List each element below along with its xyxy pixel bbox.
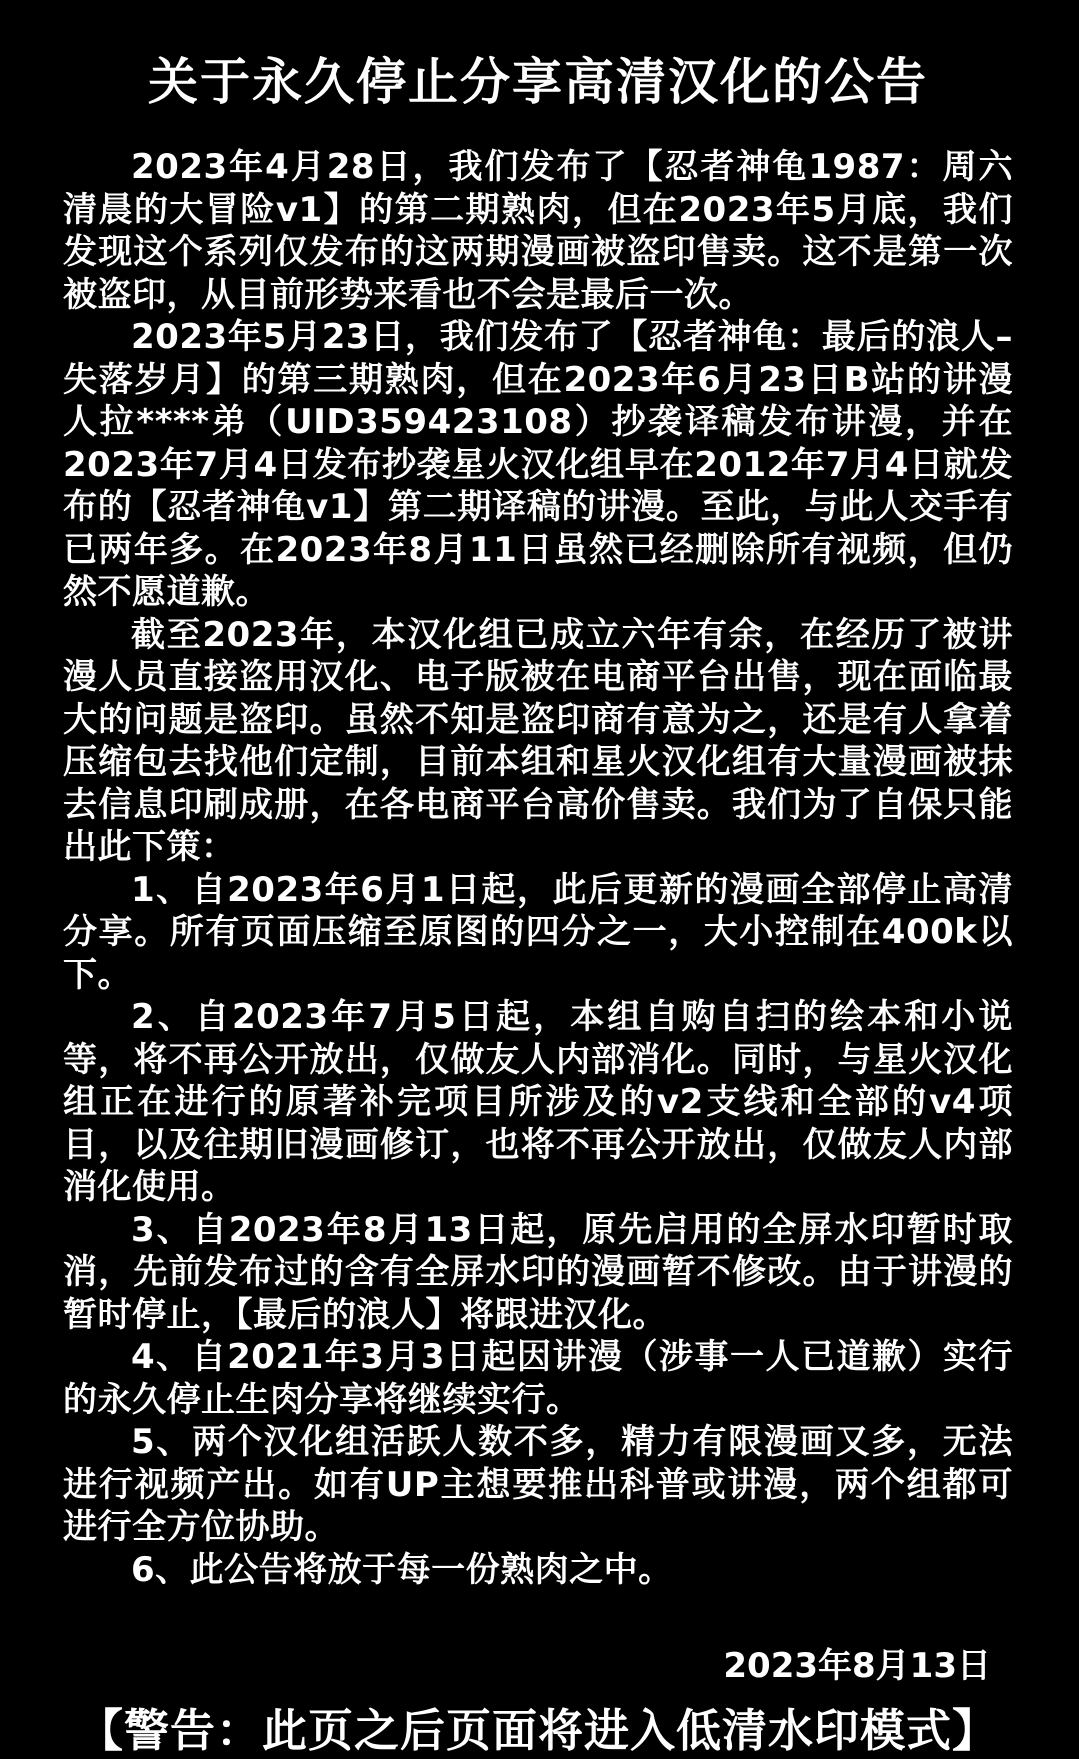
paragraph-item-5: 5、两个汉化组活跃人数不多，精力有限漫画又多，无法进行视频产出。如有UP主想要推出科普或讲漫，两个组都可进行全方位协助。 bbox=[63, 1422, 1013, 1547]
paragraph-intro-2: 2023年5月23日，我们发布了【忍者神龟：最后的浪人–失落岁月】的第三期熟肉，但在2023年6月23日B站的讲漫人拉****弟（UID359423108）抄袭译稿发布讲漫，并在2023年7月4日发布抄袭星火汉化组早在2012年7月4日就发布的【忍者神龟v1】第二期译稿的讲漫。至此，与此人交手有已两年多。在2023年8月11日虽然已经删除所有视频，但仍然不愿道歉。 bbox=[63, 317, 1013, 612]
paragraph-item-3: 3、自2023年8月13日起，原先启用的全屏水印暂时取消，先前发布过的含有全屏水印的漫画暂不修改。由于讲漫的暂时停止，【最后的浪人】将跟进汉化。 bbox=[63, 1209, 1013, 1335]
announcement-date: 2023年8月13日 bbox=[723, 1646, 991, 1686]
paragraph-item-6: 6、此公告将放于每一份熟肉之中。 bbox=[131, 1549, 673, 1590]
paragraph-item-4: 4、自2021年3月3日起因讲漫（涉事一人已道歉）实行的永久停止生肉分享将继续实行。 bbox=[63, 1337, 1013, 1420]
announcement-body bbox=[63, 146, 1013, 1591]
paragraph-item-1: 1、自2023年6月1日起，此后更新的漫画全部停止高清分享。所有页面压缩至原图的四分之一，大小控制在400k以下。 bbox=[63, 869, 1013, 995]
paragraph-intro-3: 截至2023年，本汉化组已成立六年有余，在经历了被讲漫人员直接盗用汉化、电子版被在电商平台出售，现在面临最大的问题是盗印。虽然不知是盗印商有意为之，还是有人拿着压缩包去找他们定制，目前本组和星火汉化组有大量漫画被抹去信息印刷成册，在各电商平台高价售卖。我们为了自保只能出此下策： bbox=[63, 614, 1013, 867]
paragraph-item-2: 2、自2023年7月5日起，本组自购自扫的绘本和小说等，将不再公开放出，仅做友人内部消化。同时，与星火汉化组正在进行的原著补完项目所涉及的v2支线和全部的v4项目，以及往期旧漫画修订，也将不再公开放出，仅做友人内部消化使用。 bbox=[63, 997, 1013, 1207]
warning-banner: 【警告：此页之后页面将进入低清水印模式】 bbox=[77, 1704, 998, 1757]
page-title: 关于永久停止分享高清汉化的公告 bbox=[148, 53, 928, 111]
paragraph-intro-1: 2023年4月28日，我们发布了【忍者神龟1987：周六清晨的大冒险v1】的第二期熟肉，但在2023年5月底，我们发现这个系列仅发布的这两期漫画被盗印售卖。这不是第一次被盗印，从目前形势来看也不会是最后一次。 bbox=[63, 147, 1013, 315]
